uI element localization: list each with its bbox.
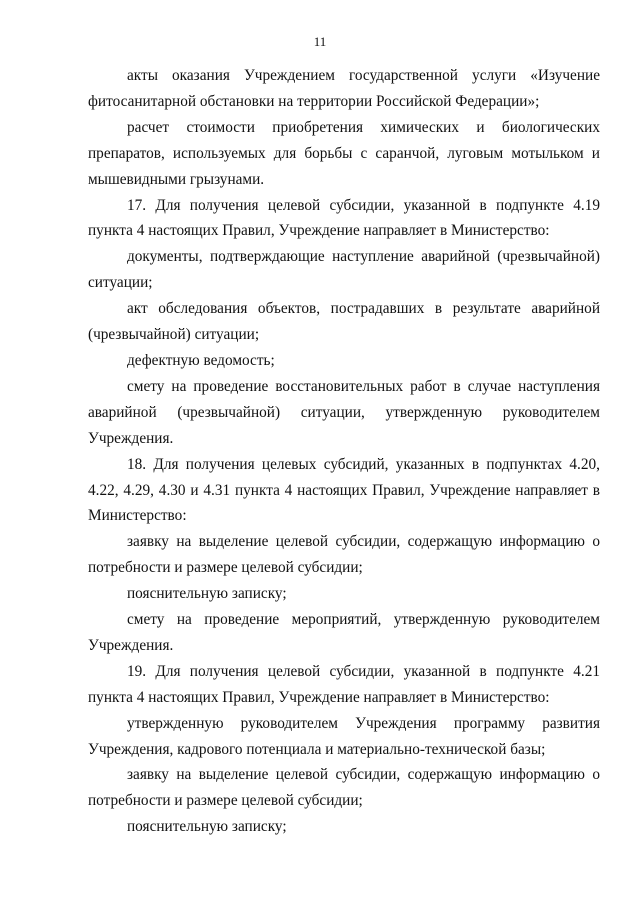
paragraph-defect-list: дефектную ведомость; bbox=[127, 351, 275, 369]
paragraph-inspection-act: акт обследования объектов, пострадавших в результате аварийной (чрезвычайной) ситуации; bbox=[88, 300, 600, 344]
paragraph-subsidy-application: заявку на выделение целевой субсидии, содержащую информацию о потребности и размере целевой субсидии; bbox=[88, 533, 600, 577]
paragraph-item-18: 18. Для получения целевых субсидий, указанных в подпунктах 4.20, 4.22, 4.29, 4.30 и 4.31 пункта 4 настоящих Правил, Учреждение направляет в Министерство: bbox=[88, 455, 600, 525]
paragraph-measures-estimate: смету на проведение мероприятий, утвержденную руководителем Учреждения. bbox=[88, 611, 600, 654]
paragraph-item-19: 19. Для получения целевой субсидии, указанной в подпункте 4.21 пункта 4 настоящих Правил, Учреждение направляет в Министерство: bbox=[88, 662, 600, 706]
paragraph-explanatory-note-2: пояснительную записку; bbox=[127, 818, 287, 836]
paragraph-emergency-documents: документы, подтверждающие наступление аварийной (чрезвычайной) ситуации; bbox=[88, 248, 600, 292]
paragraph-item-17: 17. Для получения целевой субсидии, указанной в подпункте 4.19 пункта 4 настоящих Правил, Учреждение направляет в Министерство: bbox=[88, 196, 600, 240]
paragraph-restoration-estimate: смету на проведение восстановительных работ в случае наступления аварийной (чрезвычайной) ситуации, утвержденную руководителем Учреждения. bbox=[88, 377, 600, 447]
paragraph-subsidy-application-2: заявку на выделение целевой субсидии, содержащую информацию о потребности и размере целевой субсидии; bbox=[88, 766, 600, 810]
paragraph-acts-of-service: акты оказания Учреждением государственной услуги «Изучение фитосанитарной обстановки на территории Российской Федерации»; bbox=[88, 67, 600, 110]
document-body bbox=[88, 63, 600, 840]
page-number: 11 bbox=[313, 34, 327, 49]
paragraph-development-program: утвержденную руководителем Учреждения программу развития Учреждения, кадрового потенциала и материально-технической базы; bbox=[88, 714, 600, 758]
paragraph-explanatory-note: пояснительную записку; bbox=[127, 585, 287, 603]
paragraph-cost-calculation: расчет стоимости приобретения химических и биологических препаратов, используемых для борьбы с саранчой, луговым мотыльком и мышевидными грызунами. bbox=[88, 118, 600, 188]
